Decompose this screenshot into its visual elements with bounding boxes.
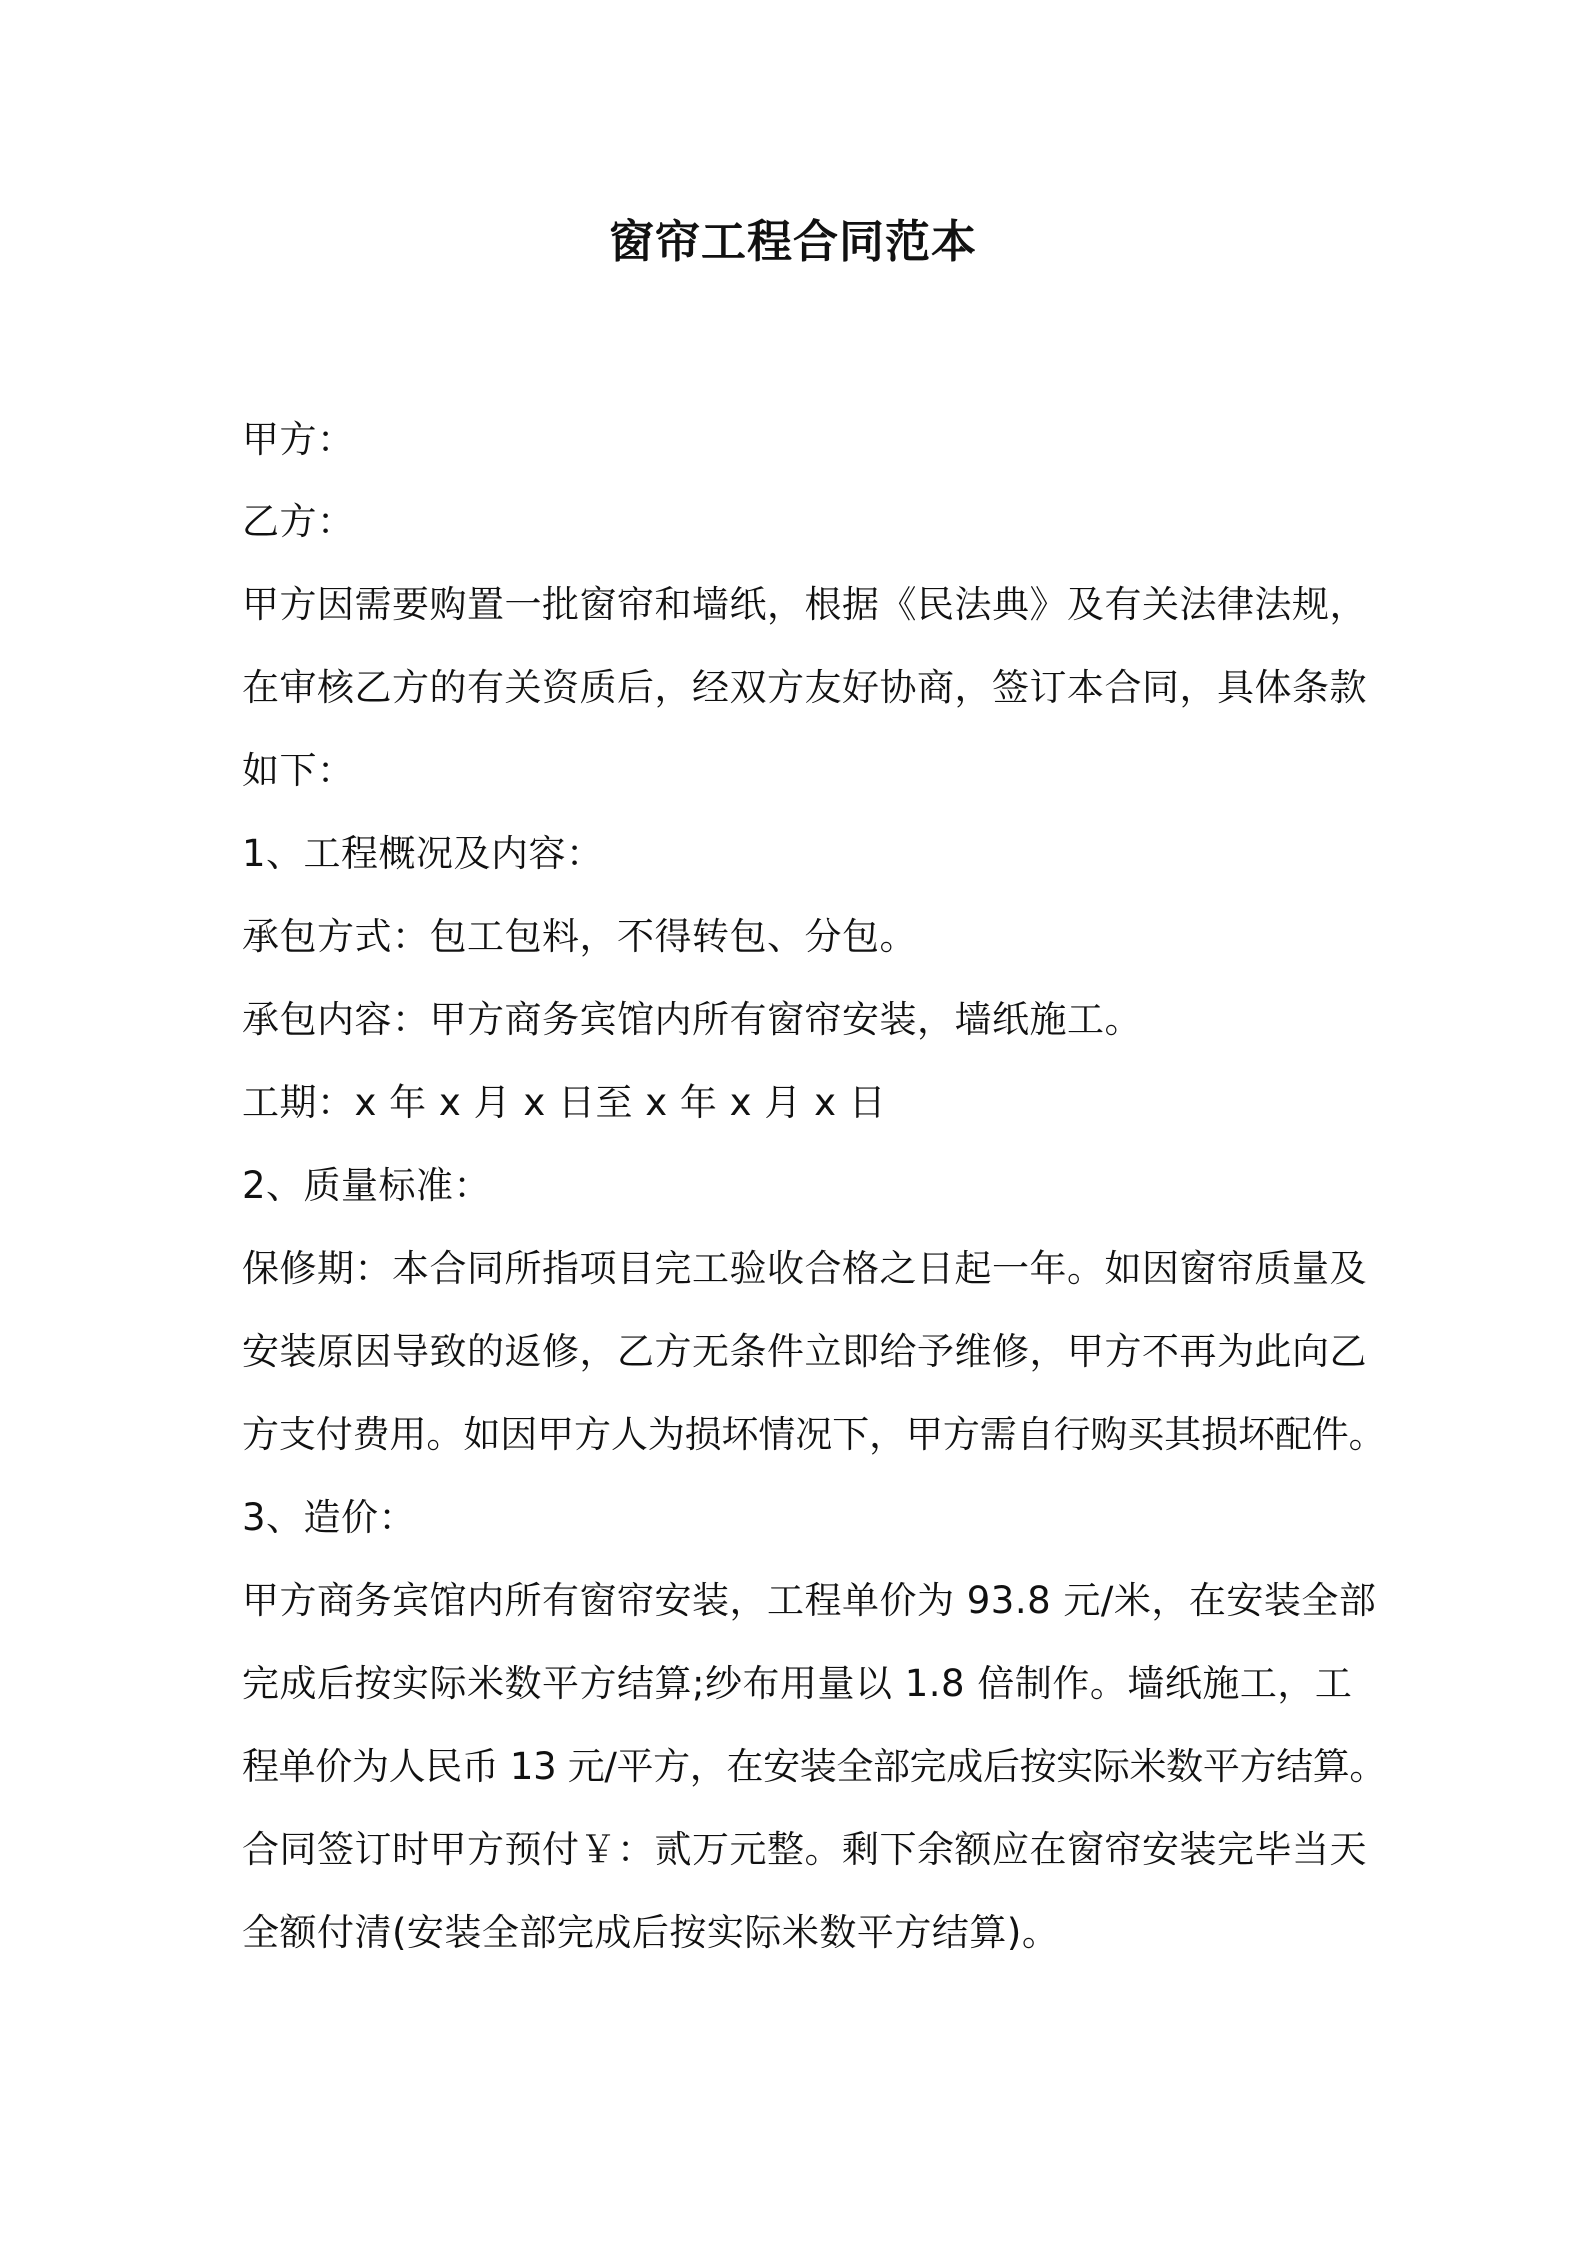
section-1-heading: 1、工程概况及内容： xyxy=(242,832,604,875)
party-b-line: 乙方： xyxy=(242,500,355,543)
contract-method-line: 承包方式：包工包料，不得转包、分包。 xyxy=(242,915,917,958)
payment-line-1: 合同签订时甲方预付￥：贰万元整。剩下余额应在窗帘安装完毕当天 xyxy=(242,1828,1367,1871)
party-a-line: 甲方： xyxy=(242,418,355,461)
contract-content-line: 承包内容：甲方商务宾馆内所有窗帘安装，墙纸施工。 xyxy=(242,998,1142,1041)
price-line-1: 甲方商务宾馆内所有窗帘安装，工程单价为 93.8 元/米，在安装全部 xyxy=(242,1579,1377,1622)
price-line-3: 程单价为人民币 13 元/平方，在安装全部完成后按实际米数平方结算。 xyxy=(242,1745,1387,1788)
document-title: 窗帘工程合同范本 xyxy=(608,215,977,268)
warranty-line-1: 保修期：本合同所指项目完工验收合格之日起一年。如因窗帘质量及 xyxy=(242,1247,1367,1290)
price-line-2: 完成后按实际米数平方结算;纱布用量以 1.8 倍制作。墙纸施工，工 xyxy=(242,1662,1353,1705)
section-2-heading: 2、质量标准： xyxy=(242,1164,492,1207)
schedule-line: 工期：x 年 x 月 x 日至 x 年 x 月 x 日 xyxy=(242,1081,887,1124)
preamble-line-2: 在审核乙方的有关资质后，经双方友好协商，签订本合同，具体条款 xyxy=(242,666,1367,709)
warranty-line-2: 安装原因导致的返修，乙方无条件立即给予维修，甲方不再为此向乙 xyxy=(242,1330,1367,1373)
section-3-heading: 3、造价： xyxy=(242,1496,417,1539)
preamble-line-3: 如下： xyxy=(242,749,355,792)
payment-line-2: 全额付清(安装全部完成后按实际米数平方结算)。 xyxy=(242,1911,1060,1954)
preamble-line-1: 甲方因需要购置一批窗帘和墙纸，根据《民法典》及有关法律法规， xyxy=(242,583,1367,626)
warranty-line-3: 方支付费用。如因甲方人为损坏情况下，甲方需自行购买其损坏配件。 xyxy=(242,1413,1386,1456)
